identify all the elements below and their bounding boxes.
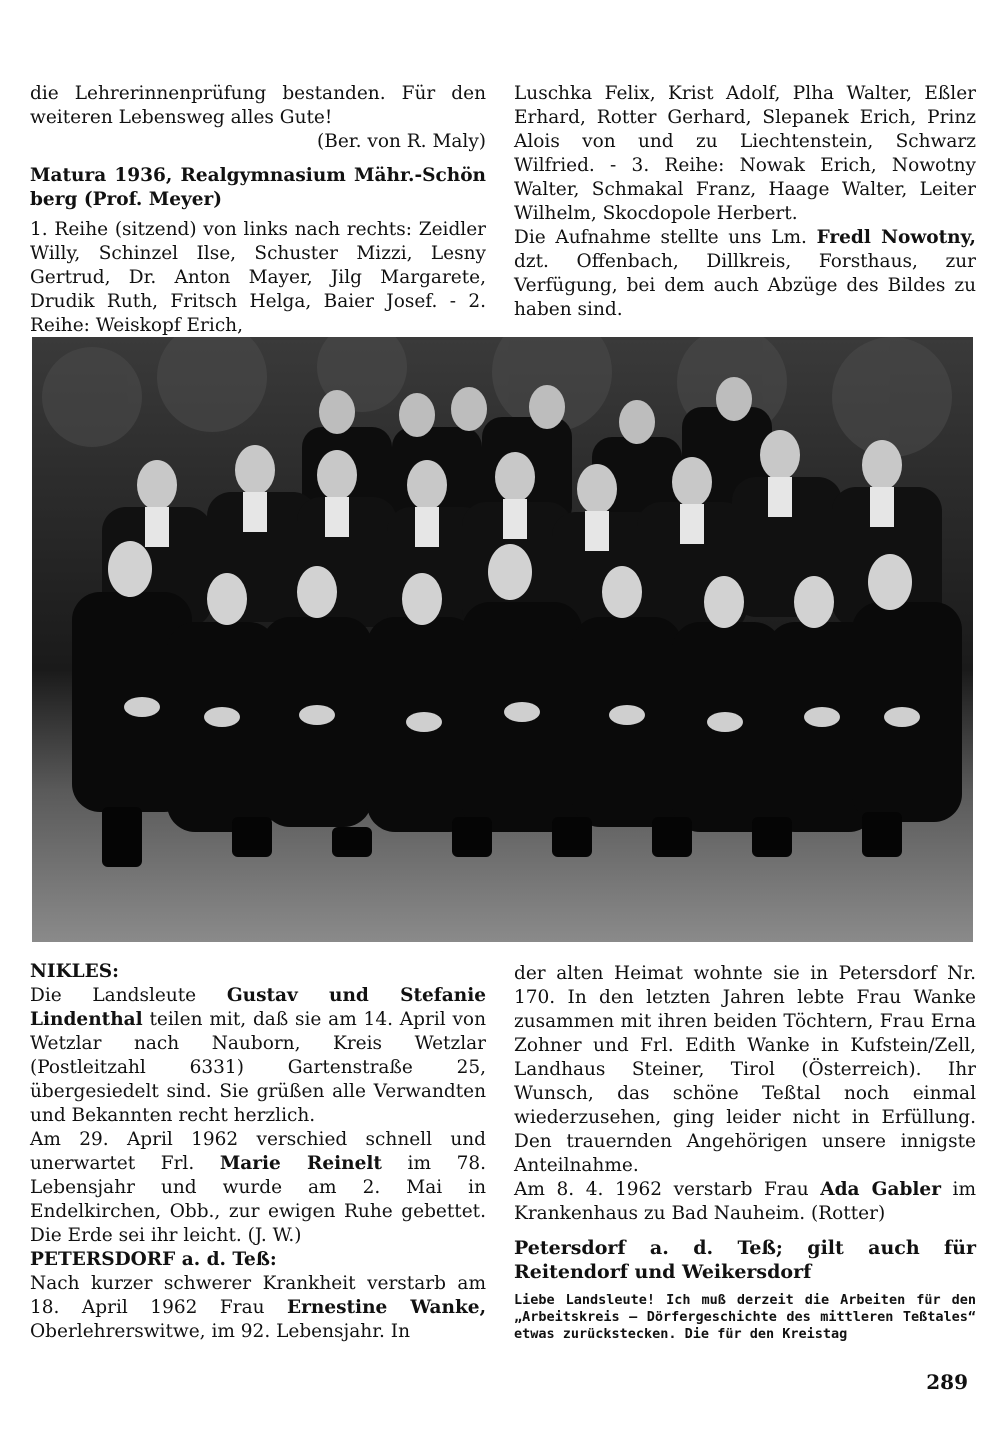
caption-continued: Luschka Felix, Krist Adolf, Plha Walter, Eßler Erhard, Rotter Gerhard, Slepanek Erich, Prinz Alois von und zu Liechtenstein, Schwarz Wilfried. - 3. Reihe: Nowak Erich, Nowotny Walter, Schmakal Franz, Haage Walter, Leiter Wilhelm, Skocdopole Herbert. [514,83,976,224]
top-right-column [514,82,976,322]
bottom-right-column [514,962,976,1343]
nikles-names: Gustav und Stefanie Lindenthal [30,985,486,1030]
top-left-column [30,82,486,338]
petersdorf-heading: PETERSDORF a. d. Teß: [30,1249,277,1270]
nikles-text-b: teilen mit, daß sie am 14. April von Wetzlar nach Nauborn, Kreis Wetzlar (Postleitzahl 6331) Gartenstraße 25, übergesiedelt sind. Sie grüßen alle Verwandten und Bekannten recht herzlich. [30,1009,486,1126]
wanke-continued: der alten Heimat wohnte sie in Petersdorf Nr. 170. In den letzten Jahren lebte Frau Wanke zusammen mit ihren beiden Töchtern, Frau Erna Zohner und Frl. Edith Wanke in Kufstein/Zell, Landhaus Steiner, Tirol (Österreich). Ihr Wunsch, das schöne Teßtal noch einmal wiederzusehen, ging leider nicht in Erfüllung. Den trauernden Angehörigen unsere innigste Anteilnahme. [514,963,976,1176]
wanke-text-a: Nach kurzer schwerer Krankheit verstarb am 18. April 1962 Frau [30,1273,486,1318]
reinelt-text-b: im 78. Lebensjahr und wurde am 2. Mai in Endelkirchen, Obb., zur ewigen Ruhe gebettet. Die Erde sei ihr leicht. (J. W.) [30,1153,486,1246]
reinelt-paragraph [30,1128,486,1248]
wanke-paragraph [30,1272,486,1344]
photo-credit-text-b: dzt. Offenbach, Dillkreis, Forsthaus, zur Verfügung, bei dem auch Abzüge des Bildes zu haben sind. [514,251,976,320]
page-number: 289 [926,1370,968,1394]
gabler-paragraph [514,1178,976,1226]
bottom-left-column [30,960,486,1344]
report-credit: (Ber. von R. Maly) [317,131,486,152]
paragraph-intro: die Lehrerinnenprüfung bestanden. Für den weiteren Lebensweg alles Gute! [30,83,486,128]
class-photo-image [32,337,973,942]
matura-caption: 1. Reihe (sitzend) von links nach rechts: Zeidler Willy, Schinzel Ilse, Schuster Mizzi, Lesny Gertrud, Dr. Anton Mayer, Jilg Margarete, Drudik Ruth, Fritsch Helga, Baier Josef. - 2. Reihe: Weiskopf Erich, [30,219,486,336]
photo-credit-text-a: Die Aufnahme stellte uns Lm. [514,227,817,248]
photo-credit-paragraph [514,226,976,322]
gabler-text-b: im Krankenhaus zu Bad Nauheim. (Rotter) [514,1179,976,1224]
matura-heading: Matura 1936, Realgymnasium Mähr.-Schön berg (Prof. Meyer) [30,165,486,210]
gabler-name: Ada Gabler [820,1179,941,1200]
nikles-heading: NIKLES: [30,961,119,982]
class-photo [32,337,973,942]
notice-text: Liebe Landsleute! Ich muß derzeit die Arbeiten für den „Arbeitskreis — Dörfergeschichte des mittleren Teßtales“ etwas zurückstecken. Die für den Kreistag [514,1292,976,1342]
reinelt-text-a: Am 29. April 1962 verschied schnell und unerwartet Frl. [30,1129,486,1174]
wanke-text-b: Oberlehrerswitwe, im 92. Lebensjahr. In [30,1321,410,1342]
petersdorf-notice-heading: Petersdorf a. d. Teß; gilt auch für Reitendorf und Weikersdorf [514,1237,976,1283]
gabler-text-a: Am 8. 4. 1962 verstarb Frau [514,1179,821,1200]
nikles-text-a: Die Landsleute [30,985,227,1006]
photographer-name: Fredl Nowotny, [816,227,976,248]
reinelt-name: Marie Reinelt [219,1153,382,1174]
nikles-paragraph [30,984,486,1128]
wanke-name: Ernestine Wanke, [287,1297,487,1318]
